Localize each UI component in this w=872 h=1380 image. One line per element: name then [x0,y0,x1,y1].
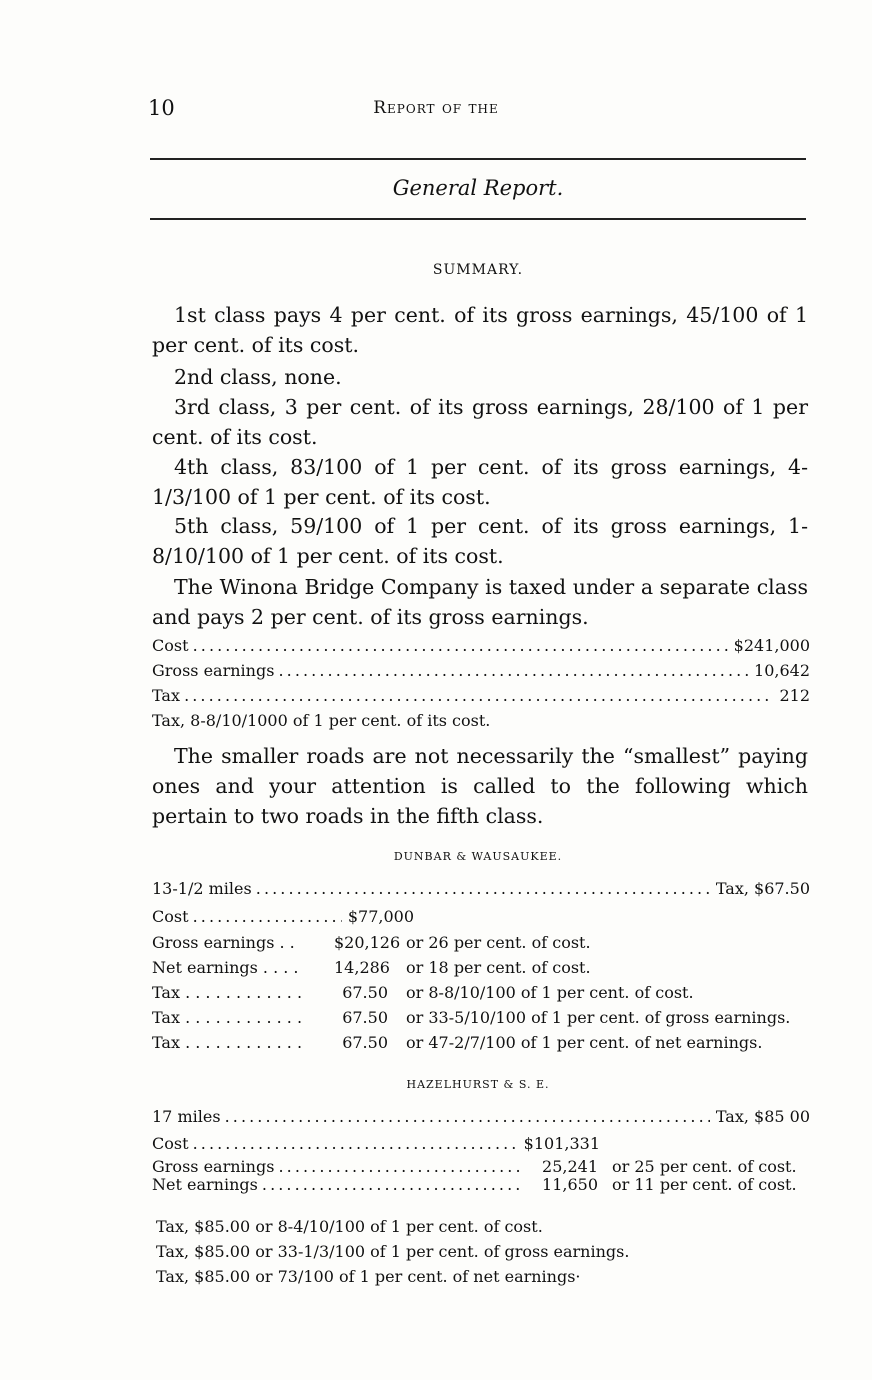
table-row: Net earnings . . . . 14,286 or 18 per cent. of cost. [152,958,591,977]
ledger-row: Gross earnings . . . 10,642 [152,658,810,683]
hazelhurst-cost [152,1131,600,1156]
table-row: Tax . . . . . . . . . . . . 67.50 or 47-2/7/100 of 1 per cent. of net earnings. [152,1033,763,1052]
ledger-row: Tax . . . 212 [152,683,810,708]
hazelhurst-tax-lines [156,1214,629,1289]
running-title: Report of the [373,98,499,118]
tax-line: Tax, $85.00 or 33-1/3/100 of 1 per cent. of gross earnings. [156,1242,630,1261]
hazelhurst-miles [152,1104,810,1129]
hazelhurst-table [152,1158,812,1194]
winona-ledger [152,633,810,708]
summary-paragraph: 5th class, 59/100 of 1 per cent. of its gross earnings, 1-8/10/100 of 1 per cent. of its cost. [152,514,808,568]
ledger-row: Cost . . . $101,331 [152,1131,600,1156]
summary-paragraph: 1st class pays 4 per cent. of its gross earnings, 45/100 of 1 per cent. of its cost. [152,303,808,357]
summary-paragraph: The Winona Bridge Company is taxed under a separate class and pays 2 per cent. of its gross earnings. [152,575,808,629]
table-row: Gross earnings . . . 25,241 or 25 per cent. of cost. [152,1158,812,1176]
summary-paragraph: 3rd class, 3 per cent. of its gross earnings, 28/100 of 1 per cent. of its cost. [152,395,808,449]
table-row: Net earnings . . . 11,650 or 11 per cent. of cost. [152,1176,812,1194]
tax-line: Tax, $85.00 or 8-4/10/100 of 1 per cent. of cost. [156,1217,543,1236]
summary-paragraph: 4th class, 83/100 of 1 per cent. of its gross earnings, 4-1/3/100 of 1 per cent. of its cost. [152,455,808,509]
winona-tax-note: Tax, 8-8/10/1000 of 1 per cent. of its cost. [152,711,491,730]
table-row: Tax . . . . . . . . . . . . 67.50 or 33-5/10/100 of 1 per cent. of gross earnings. [152,1008,791,1027]
dunbar-table [152,930,812,1055]
table-row: Gross earnings . . $20,126 or 26 per cent. of cost. [152,933,591,952]
hazelhurst-heading: HAZELHURST & S. E. [406,1078,550,1091]
bottom-rule [150,218,806,220]
dunbar-miles [152,876,810,901]
ledger-row: Cost . . . $77,000 [152,904,414,929]
table-row: Tax . . . . . . . . . . . . 67.50 or 8-8/10/100 of 1 per cent. of cost. [152,983,694,1002]
ledger-row: Cost . . . $241,000 [152,633,810,658]
page-number: 10 [148,96,175,120]
summary-paragraph: 2nd class, none. [174,365,342,389]
dunbar-cost [152,904,414,929]
dunbar-heading: DUNBAR & WAUSAUKEE. [393,850,563,863]
tax-line: Tax, $85.00 or 73/100 of 1 per cent. of net earnings· [156,1267,581,1286]
intro-paragraph: The smaller roads are not necessarily the “smallest” paying ones and your attention is called to the following which pertain to two roads in the fifth class. [152,744,808,828]
ledger-row: 17 miles . . . Tax, $85 00 [152,1104,810,1129]
top-rule [150,158,806,160]
ledger-row: 13-1/2 miles . . . Tax, $67.50 [152,876,810,901]
summary-heading: SUMMARY. [432,262,524,278]
section-title: General Report. [392,176,564,200]
